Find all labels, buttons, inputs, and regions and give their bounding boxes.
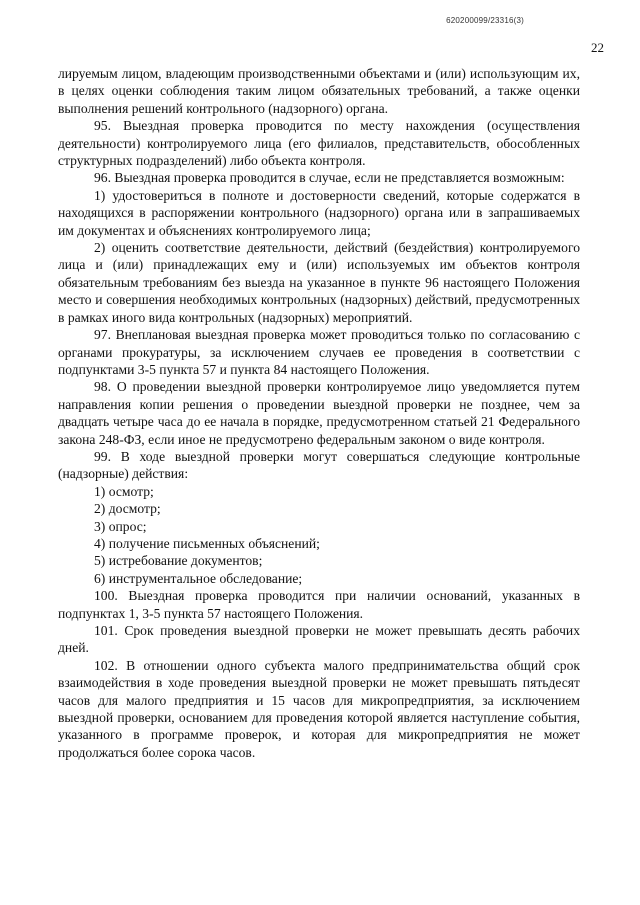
action-item-3: 3) опрос; (94, 518, 147, 534)
action-item-5: 5) истребование документов; (94, 553, 263, 569)
page-body (58, 65, 580, 761)
paragraph-96-item-1: 1) удостовериться в полноте и достоверности сведений, которые содержатся в находящихся в распоряжении контрольного (надзорного) органа или в запрашиваемых им документах и объяснениях контролируемого лица; (58, 187, 580, 238)
paragraph-95: 95. Выездная проверка проводится по месту нахождения (осуществления деятельности) контролируемого лица (его филиалов, представительств, обособленных структурных подразделений) либо объекта контроля. (58, 118, 580, 169)
paragraph-99: 99. В ходе выездной проверки могут совершаться следующие контрольные (надзорные) действия: (58, 448, 580, 482)
paragraph-96: 96. Выездная проверка проводится в случае, если не представляется возможным: (94, 170, 565, 186)
document-id: 620200099/23316(3) (446, 16, 524, 25)
paragraph-97: 97. Внеплановая выездная проверка может проводиться только по согласованию с органами прокуратуры, за исключением случаев ее проведения в соответствии с подпунктами 3-5 пункта 57 и пункта 84 настоящего Положения. (58, 327, 580, 377)
action-item-1: 1) осмотр; (94, 483, 154, 499)
action-item-6: 6) инструментальное обследование; (94, 570, 303, 586)
paragraph-102: 102. В отношении одного субъекта малого предпринимательства общий срок взаимодействия в ходе проведения выездной проверки не может превышать пятьдесят часов для малого предприятия и 15 часов для микропредприятия, за исключением выездной проверки, основанием для проведения которой является наступление события, указанного в программе проверок, и которая для микропредприятия не может продолжаться более сорока часов. (58, 657, 580, 760)
action-item-2: 2) досмотр; (94, 501, 161, 517)
paragraph-continuation: лируемым лицом, владеющим производственными объектами и (или) использующим их, в целях оценки соблюдения таким лицом обязательных требований, а также оценки выполнения решений контрольного (надзорного) органа. (58, 66, 580, 116)
paragraph-100: 100. Выездная проверка проводится при наличии оснований, указанных в подпунктах 1, 3-5 пункта 57 настоящего Положения. (58, 588, 580, 621)
paragraph-101: 101. Срок проведения выездной проверки не может превышать десять рабочих дней. (58, 623, 580, 656)
page-number: 22 (591, 40, 604, 55)
action-item-4: 4) получение письменных объяснений; (94, 535, 320, 551)
paragraph-96-item-2: 2) оценить соответствие деятельности, действий (бездействия) контролируемого лица и (или) принадлежащих ему и (или) используемых им объектов контроля обязательным требованиям без выезда на указанное в пункте 96 настоящего Положения место и совершения необходимых контрольных (надзорных) действий, предусмотренных в рамках иного вида контрольных (надзорных) мероприятий. (58, 240, 580, 325)
paragraph-98: 98. О проведении выездной проверки контролируемое лицо уведомляется путем направления копии решения о проведении выездной проверки не позднее, чем за двадцать четыре часа до ее начала в порядке, предусмотренном статьей 21 Федерального закона 248-ФЗ, если иное не предусмотрено федеральным законом о виде контроля. (58, 379, 580, 447)
